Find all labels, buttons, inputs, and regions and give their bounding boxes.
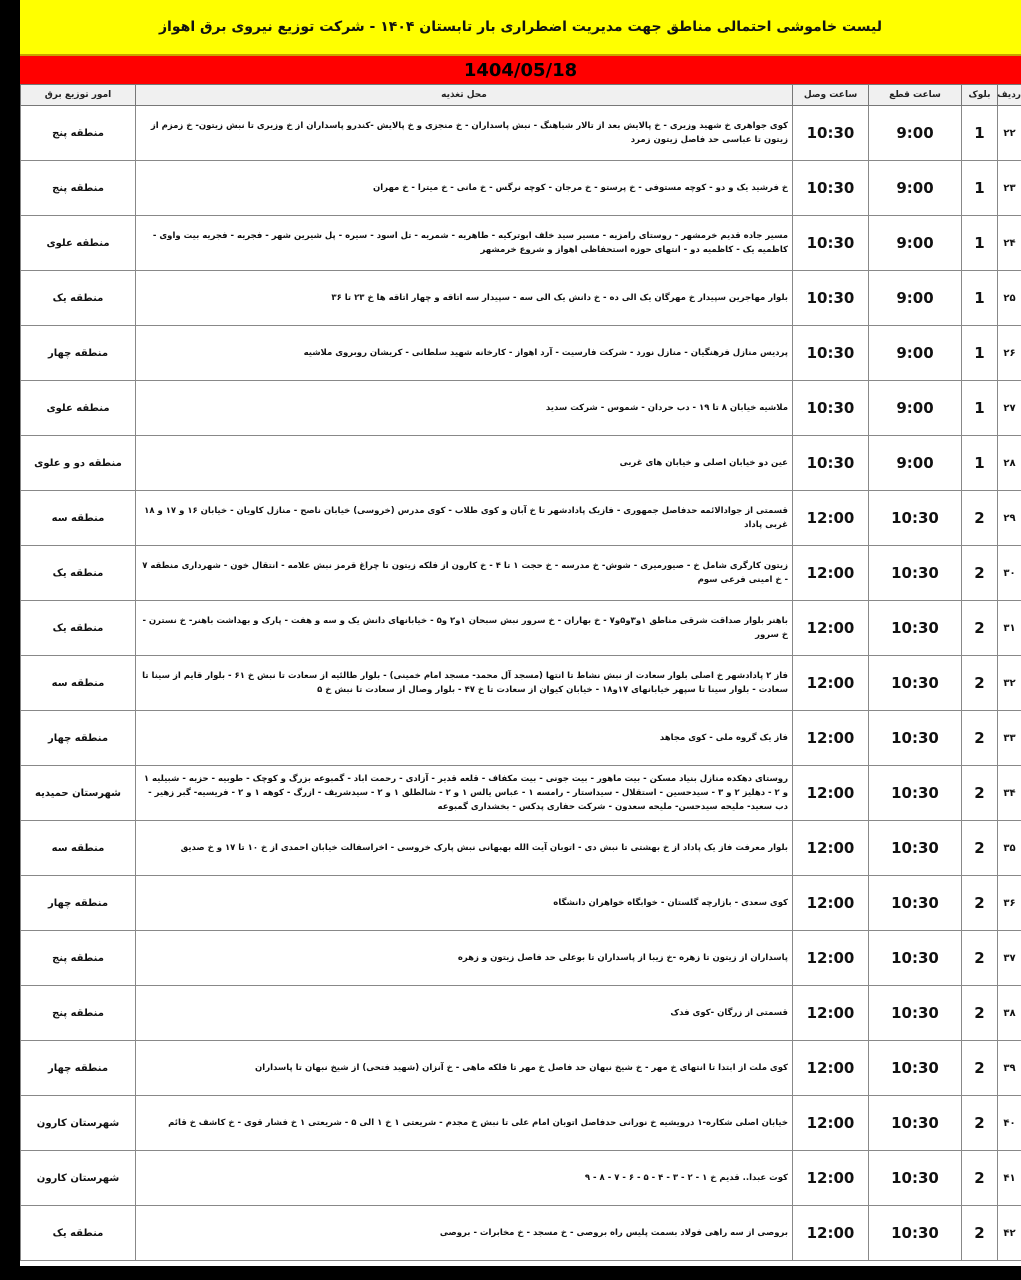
- connect-time-cell: 12:00: [793, 1206, 869, 1261]
- cut-time-cell: 10:30: [869, 1096, 962, 1151]
- cut-time-cell: 10:30: [869, 766, 962, 821]
- connect-time-cell: 10:30: [793, 271, 869, 326]
- table-row: [21, 491, 1021, 546]
- area-cell: منطقه پنج: [21, 931, 136, 986]
- block-cell: 1: [962, 161, 998, 216]
- cut-time-cell: 9:00: [869, 216, 962, 271]
- location-cell: زیتون کارگری شامل خ - صیورمیری - شوش- خ مدرسه - خ حجت ۱ تا ۴ - خ کارون از فلکه زیتون تا چراغ قرمز نبش علامه - انتقال خون - شهرداری منطقه ۷ - خ امینی فرعی سوم: [136, 546, 793, 601]
- header-area: امور توزیع برق: [21, 85, 136, 106]
- connect-time-cell: 12:00: [793, 1151, 869, 1206]
- location-cell: بروصی از سه راهی فولاد بسمت پلیس راه بروصی - خ مسجد - خ مخابرات - بروصی: [136, 1206, 793, 1261]
- row-number-cell: ۳۰: [998, 546, 1021, 601]
- row-number-cell: ۴۰: [998, 1096, 1021, 1151]
- area-cell: منطقه سه: [21, 821, 136, 876]
- connect-time-cell: 12:00: [793, 546, 869, 601]
- location-cell: خ فرشید یک و دو - کوچه مستوفی - خ پرستو - خ مرجان - کوچه نرگس - خ مانی - خ میترا - خ مهران: [136, 161, 793, 216]
- table-row: [21, 876, 1021, 931]
- header-connect-time: ساعت وصل: [793, 85, 869, 106]
- table-row: [21, 546, 1021, 601]
- row-number-cell: ۲۷: [998, 381, 1021, 436]
- connect-time-cell: 12:00: [793, 656, 869, 711]
- connect-time-cell: 12:00: [793, 1096, 869, 1151]
- block-cell: 2: [962, 656, 998, 711]
- area-cell: منطقه سه: [21, 491, 136, 546]
- block-cell: 2: [962, 766, 998, 821]
- block-cell: 1: [962, 436, 998, 491]
- cut-time-cell: 9:00: [869, 161, 962, 216]
- connect-time-cell: 10:30: [793, 381, 869, 436]
- block-cell: 2: [962, 601, 998, 656]
- row-number-cell: ۲۹: [998, 491, 1021, 546]
- document-sheet: [20, 0, 1021, 1266]
- area-cell: منطقه سه: [21, 656, 136, 711]
- cut-time-cell: 9:00: [869, 326, 962, 381]
- area-cell: منطقه یک: [21, 1206, 136, 1261]
- table-row: [21, 821, 1021, 876]
- location-cell: روستای دهکده منازل بنیاد مسکن - بیت ماهور - بیت جونی - بیت مکفاف - قلعه قدیر - آزادی - رحمت اباد - گمبوعه بزرگ و کوچک - طوبیه - حزبه - شبیلیه ۱ و ۲ - دهلیز ۲ و ۳ - سیدحسین - استقلال - سیداستار - رامسه ۱ - عباس یالس ۱ و ۲ - شالطلق ۱ و ۲ - سیدشریف - ازرگ - کوهه ۱ و ۲ - فریسیه- گبر زهیر - دب سعید- ملیحه سیدحسن- ملیحه سعدون - شرکت حفاری پدکس - بخشداری گمبوعه: [136, 766, 793, 821]
- row-number-cell: ۳۶: [998, 876, 1021, 931]
- location-cell: عین دو خیابان اصلی و خیابان های غربی: [136, 436, 793, 491]
- table-row: [21, 711, 1021, 766]
- block-cell: 1: [962, 216, 998, 271]
- header-cut-time: ساعت قطع: [869, 85, 962, 106]
- table-row: [21, 106, 1021, 161]
- table-header-row: [21, 85, 1021, 106]
- row-number-cell: ۲۲: [998, 106, 1021, 161]
- block-cell: 2: [962, 986, 998, 1041]
- area-cell: منطقه چهار: [21, 711, 136, 766]
- date-banner: [20, 56, 1021, 84]
- block-cell: 1: [962, 271, 998, 326]
- connect-time-cell: 10:30: [793, 216, 869, 271]
- row-number-cell: ۲۳: [998, 161, 1021, 216]
- table-body: [21, 106, 1021, 1261]
- row-number-cell: ۲۴: [998, 216, 1021, 271]
- location-cell: کوی سعدی - بازارچه گلستان - خوابگاه خواهران دانشگاه: [136, 876, 793, 931]
- area-cell: منطقه پنج: [21, 106, 136, 161]
- header-location: محل تغذیه: [136, 85, 793, 106]
- cut-time-cell: 10:30: [869, 1041, 962, 1096]
- row-number-cell: ۳۸: [998, 986, 1021, 1041]
- row-number-cell: ۲۵: [998, 271, 1021, 326]
- connect-time-cell: 12:00: [793, 1041, 869, 1096]
- cut-time-cell: 9:00: [869, 381, 962, 436]
- cut-time-cell: 9:00: [869, 106, 962, 161]
- cut-time-cell: 10:30: [869, 931, 962, 986]
- block-cell: 2: [962, 546, 998, 601]
- table-row: [21, 381, 1021, 436]
- table-row: [21, 656, 1021, 711]
- location-cell: کوی جواهری خ شهید وزیری - خ پالایش بعد از تالار شباهنگ - نبش پاسداران - خ منجزی و خ پالایش -کندرو پاسداران از خ وزیری تا نبش زیتون- خ زمزم از زیتون تا عباسی حد فاصل زیتون زمرد: [136, 106, 793, 161]
- location-cell: پردیس منازل فرهنگیان - منازل نورد - شرکت فارسیت - آرد اهواز - کارخانه شهید سلطانی - کریشان روبروی ملاشیه: [136, 326, 793, 381]
- location-cell: خیابان اصلی شکاره-۱ درویشیه خ نورانی حدفاصل اتوبان امام علی تا نبش خ مجدم - شریعتی ۱ خ ۱ الی ۵ - شریعتی ۱ خ فشار قوی - خ کاشف خ قائم: [136, 1096, 793, 1151]
- area-cell: منطقه یک: [21, 271, 136, 326]
- connect-time-cell: 10:30: [793, 106, 869, 161]
- table-row: [21, 1206, 1021, 1261]
- cut-time-cell: 10:30: [869, 986, 962, 1041]
- block-cell: 2: [962, 1206, 998, 1261]
- area-cell: شهرستان کارون: [21, 1096, 136, 1151]
- table-row: [21, 931, 1021, 986]
- cut-time-cell: 9:00: [869, 271, 962, 326]
- row-number-cell: ۳۲: [998, 656, 1021, 711]
- area-cell: منطقه یک: [21, 601, 136, 656]
- row-number-cell: ۳۷: [998, 931, 1021, 986]
- connect-time-cell: 12:00: [793, 766, 869, 821]
- row-number-cell: ۲۸: [998, 436, 1021, 491]
- connect-time-cell: 10:30: [793, 326, 869, 381]
- table-row: [21, 161, 1021, 216]
- table-row: [21, 601, 1021, 656]
- location-cell: ملاشیه خیابان ۸ تا ۱۹ - دب حردان - شموس - شرکت سدید: [136, 381, 793, 436]
- area-cell: شهرستان حمیدیه: [21, 766, 136, 821]
- table-row: [21, 1151, 1021, 1206]
- cut-time-cell: 9:00: [869, 436, 962, 491]
- document-title: لیست خاموشی احتمالی مناطق جهت مدیریت اضطراری بار تابستان ۱۴۰۴ - شرکت توزیع نیروی برق اهواز: [158, 19, 882, 35]
- location-cell: فاز ۲ پادادشهر خ اصلی بلوار سعادت از نبش نشاط تا انتها (مسجد آل محمد- مسجد امام خمینی) - بلوار طالئیه از سعادت تا نبش خ ۶۱ - بلوار قایم از سینا تا سعادت - بلوار سینا تا سپهر خیابانهای ۱۷و۱۸ - خیابان کیوان از سعادت تا خ ۴۷ - بلوار وصال از سعادت تا نبش خ ۵: [136, 656, 793, 711]
- connect-time-cell: 12:00: [793, 821, 869, 876]
- location-cell: پاسداران از زیتون تا زهره -خ زیبا از پاسداران تا بوعلی حد فاصل زیتون و زهره: [136, 931, 793, 986]
- table-row: [21, 766, 1021, 821]
- table-row: [21, 986, 1021, 1041]
- block-cell: 2: [962, 876, 998, 931]
- table-row: [21, 326, 1021, 381]
- block-cell: 1: [962, 326, 998, 381]
- cut-time-cell: 10:30: [869, 491, 962, 546]
- location-cell: قسمتی از زرگان -کوی فدک: [136, 986, 793, 1041]
- header-row-number: ردیف: [998, 85, 1021, 106]
- location-cell: باهنر بلوار صداقت شرقی مناطق ۱و۳و۵و۷ - خ بهاران - خ سرور نبش سبحان ۱و۲ و۵ - خیابانهای دانش یک و سه و هفت - پارک و بهداشت باهنر- خ نسترن - خ سرور: [136, 601, 793, 656]
- row-number-cell: ۳۳: [998, 711, 1021, 766]
- connect-time-cell: 12:00: [793, 931, 869, 986]
- connect-time-cell: 12:00: [793, 876, 869, 931]
- outage-table: [20, 84, 1021, 1261]
- area-cell: منطقه پنج: [21, 986, 136, 1041]
- area-cell: شهرستان کارون: [21, 1151, 136, 1206]
- area-cell: منطقه علوی: [21, 381, 136, 436]
- location-cell: کوی ملت از ابتدا تا انتهای خ مهر - خ شیخ نبهان حد فاصل خ مهر تا فلکه ماهی - خ آنزان (شهید فتحی) از شیخ نبهان تا پاسداران: [136, 1041, 793, 1096]
- area-cell: منطقه چهار: [21, 326, 136, 381]
- connect-time-cell: 10:30: [793, 436, 869, 491]
- area-cell: منطقه دو و علوی: [21, 436, 136, 491]
- table-row: [21, 216, 1021, 271]
- cut-time-cell: 10:30: [869, 711, 962, 766]
- location-cell: بلوار معرفت فاز یک پاداد از خ بهشتی تا نبش دی - اتوبان آیت الله بهبهانی نبش پارک خروسی - اخراسفالت خیابان احمدی از خ ۱۰ تا ۱۷ و خ صدیق: [136, 821, 793, 876]
- block-cell: 2: [962, 931, 998, 986]
- block-cell: 2: [962, 1041, 998, 1096]
- cut-time-cell: 10:30: [869, 1206, 962, 1261]
- connect-time-cell: 10:30: [793, 161, 869, 216]
- cut-time-cell: 10:30: [869, 876, 962, 931]
- row-number-cell: ۴۱: [998, 1151, 1021, 1206]
- area-cell: منطقه چهار: [21, 1041, 136, 1096]
- row-number-cell: ۳۱: [998, 601, 1021, 656]
- cut-time-cell: 10:30: [869, 821, 962, 876]
- table-row: [21, 271, 1021, 326]
- header-block: بلوک: [962, 85, 998, 106]
- row-number-cell: ۳۹: [998, 1041, 1021, 1096]
- table-row: [21, 1096, 1021, 1151]
- cut-time-cell: 10:30: [869, 656, 962, 711]
- table-row: [21, 1041, 1021, 1096]
- document-date: 1404/05/18: [463, 59, 578, 81]
- area-cell: منطقه پنج: [21, 161, 136, 216]
- cut-time-cell: 10:30: [869, 601, 962, 656]
- location-cell: مسیر جاده قدیم خرمشهر - روستای رامزیه - مسیر سید خلف ابوترکیه - طاهریه - شمریه - تل اسود - سیره - پل شیرین شهر - فجریه - فجریه بیت واوی - کاظمیه یک - کاظمیه دو - انتهای حوزه استحفاظی اهواز و شروع خرمشهر: [136, 216, 793, 271]
- connect-time-cell: 12:00: [793, 711, 869, 766]
- location-cell: بلوار مهاجرین سپیدار خ مهرگان یک الی ده - خ دانش یک الی سه - سپیدار سه اتاقه و چهار اتاقه ها خ ۲۳ تا ۳۶: [136, 271, 793, 326]
- row-number-cell: ۳۴: [998, 766, 1021, 821]
- area-cell: منطقه یک: [21, 546, 136, 601]
- row-number-cell: ۲۶: [998, 326, 1021, 381]
- connect-time-cell: 12:00: [793, 601, 869, 656]
- connect-time-cell: 12:00: [793, 491, 869, 546]
- block-cell: 2: [962, 821, 998, 876]
- block-cell: 2: [962, 711, 998, 766]
- location-cell: قسمتی از جوادالائمه حدفاصل جمهوری - فازیک پادادشهر تا خ آبان و کوی طلاب - کوی مدرس (خروسی) خیابان ناصح - منازل کاویان - خیابان ۱۶ و ۱۷ و ۱۸ غربی پاداد: [136, 491, 793, 546]
- block-cell: 1: [962, 106, 998, 161]
- table-row: [21, 436, 1021, 491]
- area-cell: منطقه علوی: [21, 216, 136, 271]
- row-number-cell: ۳۵: [998, 821, 1021, 876]
- title-banner: [20, 0, 1021, 56]
- block-cell: 2: [962, 1096, 998, 1151]
- location-cell: کوت عبدا.. قدیم خ ۱ - ۲ - ۳ - ۴ - ۵ - ۶ - ۷ - ۸ - ۹: [136, 1151, 793, 1206]
- cut-time-cell: 10:30: [869, 1151, 962, 1206]
- location-cell: فاز یک گروه ملی - کوی مجاهد: [136, 711, 793, 766]
- block-cell: 2: [962, 1151, 998, 1206]
- block-cell: 2: [962, 491, 998, 546]
- connect-time-cell: 12:00: [793, 986, 869, 1041]
- row-number-cell: ۴۲: [998, 1206, 1021, 1261]
- block-cell: 1: [962, 381, 998, 436]
- cut-time-cell: 10:30: [869, 546, 962, 601]
- area-cell: منطقه چهار: [21, 876, 136, 931]
